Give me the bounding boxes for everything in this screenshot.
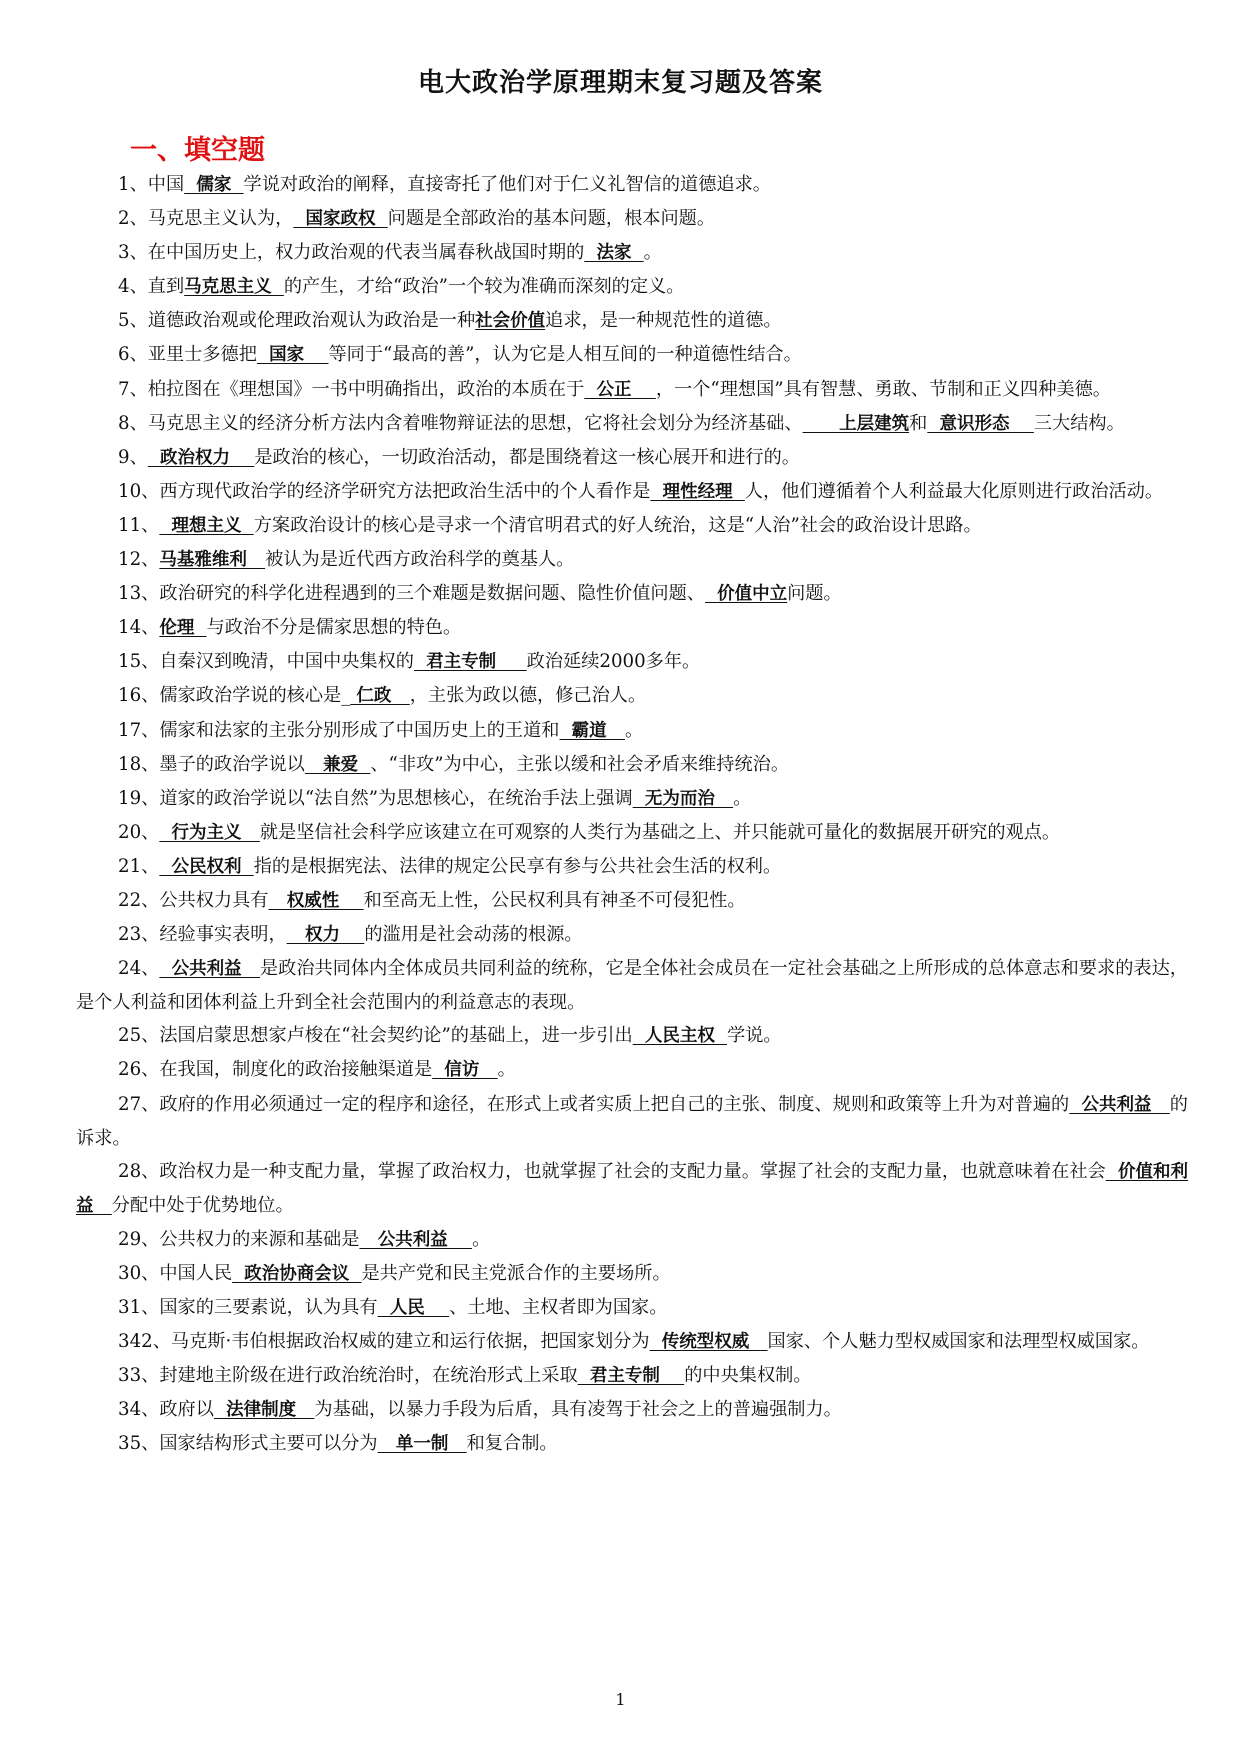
question-text: 国家结构形式主要可以分为 — [159, 1433, 378, 1455]
question-text: 方案政治设计的核心是寻求一个清官明君式的好人统治，这是“人治”社会的政治设计思路。 — [253, 514, 982, 536]
question-item — [76, 1393, 1188, 1427]
question-number: 6、 — [118, 344, 148, 366]
question-text: 马克思主义的经济分析方法内含着唯物辩证法的思想，它将社会划分为经济基础、 — [147, 412, 803, 434]
question-text: 的中央集权制。 — [684, 1365, 812, 1387]
question-item — [76, 918, 1188, 952]
question-number: 2、 — [118, 208, 148, 230]
question-list — [76, 168, 1188, 1462]
question-number: 16、 — [118, 685, 160, 707]
answer-blank: 公正 — [584, 379, 656, 400]
question-number: 15、 — [118, 651, 160, 673]
answer-blank: 上层建筑 — [802, 413, 910, 434]
answer-blank: 仁政 — [350, 686, 410, 707]
question-number: 34、 — [118, 1399, 160, 1421]
question-number: 35、 — [118, 1433, 160, 1455]
question-number: 31、 — [118, 1297, 160, 1319]
question-number: 342、 — [118, 1331, 171, 1353]
question-number: 4、 — [118, 276, 148, 298]
question-item — [76, 1427, 1188, 1461]
question-text: 是共产党和民主党派合作的主要场所。 — [361, 1263, 671, 1284]
question-text: 柏拉图在《理想国》一书中明确指出，政治的本质在于 — [147, 378, 585, 400]
question-text: 马克斯·韦伯根据政治权威的建立和运行依据，把国家划分为 — [170, 1331, 650, 1353]
question-text: 与政治不分是儒家思想的特色。 — [206, 617, 462, 639]
question-text: 和 — [909, 412, 928, 434]
answer-blank: 价值中立 — [704, 584, 788, 605]
question-text: 学说对政治的阐释，直接寄托了他们对于仁义礼智信的道德追求。 — [243, 174, 771, 195]
question-text: 经验事实表明， — [159, 924, 287, 946]
question-text: 。 — [472, 1228, 491, 1250]
question-text: 在中国历史上，权力政治观的代表当属春秋战国时期的 — [147, 242, 585, 264]
question-number: 27、 — [118, 1093, 160, 1115]
question-text: 。 — [643, 242, 662, 264]
question-text: 的产生，才给“政治”一个较为准确而深刻的定义。 — [283, 276, 685, 298]
question-number: 8、 — [118, 412, 148, 434]
question-number: 17、 — [118, 719, 160, 741]
question-text: 。 — [497, 1059, 516, 1081]
question-item — [76, 1019, 1188, 1053]
question-text: 封建地主阶级在进行政治统治时，在统治形式上采取 — [159, 1365, 578, 1387]
question-text: 学说。 — [727, 1025, 782, 1047]
answer-blank: 伦理 — [159, 618, 207, 639]
question-item — [76, 441, 1188, 475]
question-number: 3、 — [118, 242, 148, 264]
question-text: 亚里士多德把 — [147, 344, 257, 366]
answer-blank: 信访 — [432, 1060, 498, 1081]
question-text: ，一个“理想国”具有智慧、勇敢、节制和正义四种美德。 — [655, 378, 1111, 400]
question-text: 中国 — [147, 174, 185, 195]
question-item — [76, 202, 1188, 236]
question-text: 儒家和法家的主张分别形成了中国历史上的王道和 — [159, 719, 560, 741]
answer-blank: 理性经理 — [650, 481, 745, 502]
question-number: 33、 — [118, 1365, 160, 1387]
answer-blank: 传统型权威 — [649, 1332, 768, 1353]
question-item — [76, 1053, 1188, 1087]
question-number: 7、 — [118, 378, 148, 400]
answer-blank: 人民 — [377, 1298, 450, 1319]
question-text: 和复合制。 — [466, 1433, 558, 1455]
question-number: 25、 — [118, 1025, 160, 1047]
question-item — [76, 168, 1188, 202]
question-number: 21、 — [118, 855, 160, 877]
question-text: 在我国，制度化的政治接触渠道是 — [159, 1059, 433, 1081]
question-number: 20、 — [118, 821, 160, 843]
question-number: 19、 — [118, 787, 160, 809]
question-text: 马克思主义认为， — [147, 208, 294, 230]
question-number: 12、 — [118, 549, 160, 571]
question-text: 和至高无上性，公民权利具有神圣不可侵犯性。 — [363, 889, 746, 911]
question-item — [76, 850, 1188, 884]
question-text: 是政治的核心，一切政治活动，都是围绕着这一核心展开和进行的。 — [254, 446, 800, 468]
question-item — [76, 714, 1188, 748]
answer-blank: 霸道 — [559, 720, 625, 741]
question-item — [76, 1155, 1188, 1223]
question-text: 自秦汉到晚清，中国中央集权的 — [159, 651, 414, 673]
answer-blank: 君主专制 — [413, 652, 527, 673]
question-item — [76, 338, 1188, 372]
answer-blank: 权力 — [286, 925, 365, 946]
question-number: 28、 — [118, 1160, 160, 1182]
question-text: 墨子的政治学说以 — [159, 753, 305, 775]
question-text: 政治权力是一种支配力量，掌握了政治权力，也就掌握了社会的支配力量。掌握了社会的支配力量，也就意味着在社会 — [159, 1160, 1106, 1182]
question-item — [76, 748, 1188, 782]
answer-blank: 君主专制 — [577, 1366, 685, 1387]
question-text: 。 — [624, 719, 644, 741]
question-text: 政府的作用必须通过一定的程序和途径，在形式上或者实质上把自己的主张、制度、规则和政策等上升为对普遍的 — [159, 1093, 1070, 1115]
question-item — [76, 407, 1188, 441]
question-item — [76, 782, 1188, 816]
question-text: ，主张为政以德，修己治人。 — [409, 685, 647, 707]
answer-blank: 权威性 — [268, 890, 364, 911]
answer-blank: 公共利益 — [159, 959, 260, 980]
question-item — [76, 1291, 1188, 1325]
answer-blank: 社会价值 — [475, 311, 546, 332]
question-text: 政府以 — [159, 1399, 214, 1421]
question-text: 人，他们遵循着个人利益最大化原则进行政治活动。 — [744, 480, 1164, 502]
question-item — [76, 1325, 1188, 1359]
question-number: 18、 — [118, 753, 160, 775]
question-number: 13、 — [118, 583, 160, 605]
question-item — [76, 1223, 1188, 1257]
question-number: 14、 — [118, 617, 160, 639]
question-text: 法国启蒙思想家卢梭在“社会契约论”的基础上，进一步引出 — [159, 1025, 633, 1047]
question-text: 、“非攻”为中心，主张以缓和社会矛盾来维持统治。 — [370, 753, 790, 775]
question-item — [76, 816, 1188, 850]
question-text: 分配中处于优势地位。 — [111, 1194, 294, 1216]
answer-blank: 国家政权 — [293, 209, 388, 230]
question-text: 问题是全部政治的基本问题，根本问题。 — [387, 208, 716, 230]
question-item — [76, 884, 1188, 918]
answer-blank: 法家 — [584, 243, 644, 264]
question-item — [76, 1257, 1188, 1291]
question-text: 、土地、主权者即为国家。 — [449, 1297, 668, 1319]
question-number: 26、 — [118, 1059, 160, 1081]
question-item — [76, 475, 1188, 509]
question-item — [76, 577, 1188, 611]
question-number: 10、 — [118, 480, 160, 502]
question-number: 23、 — [118, 924, 160, 946]
question-text: 儒家政治学说的核心是_ — [159, 685, 351, 707]
question-text: 就是坚信社会科学应该建立在可观察的人类行为基础之上、并只能就可量化的数据展开研究的观点。 — [259, 821, 1061, 843]
question-number: 22、 — [118, 889, 160, 911]
question-number: 29、 — [118, 1228, 160, 1250]
question-item — [76, 509, 1188, 543]
question-text: 道家的政治学说以“法自然”为思想核心，在统治手法上强调 — [159, 787, 633, 809]
question-text: 。 — [733, 787, 752, 809]
answer-blank: 兼爱 — [304, 754, 371, 775]
question-text: 国家的三要素说，认为具有 — [159, 1297, 378, 1319]
question-item — [76, 1359, 1188, 1393]
answer-blank: 单一制 — [377, 1434, 467, 1455]
question-number: 11、 — [118, 514, 160, 536]
question-text: 的滥用是社会动荡的根源。 — [364, 924, 583, 946]
question-number: 30、 — [118, 1263, 160, 1284]
question-number: 5、 — [118, 310, 148, 332]
question-text: 直到 — [147, 276, 185, 298]
answer-blank: 儒家 — [184, 175, 244, 195]
question-text: 的诉求。 — [76, 1093, 1188, 1149]
question-item — [76, 543, 1188, 577]
answer-blank: 政治协商会议 — [232, 1264, 362, 1284]
question-text: 追求，是一种规范性的道德。 — [545, 310, 782, 332]
answer-blank: 人民主权 — [632, 1026, 728, 1047]
question-text: 中国人民 — [159, 1263, 233, 1284]
question-text: 等同于“最高的善”，认为它是人相互间的一种道德性结合。 — [328, 344, 802, 366]
page-number: 1 — [615, 1690, 626, 1709]
answer-blank: 行为主义 — [159, 822, 260, 843]
answer-blank: 国家 — [256, 345, 329, 366]
answer-blank: 马基雅维利 — [159, 550, 266, 571]
question-text: 是政治共同体内全体成员共同利益的统称，它是全体社会成员在一定社会基础之上所形成的总体意志和要求的表达，是个人利益和团体利益上升到全社会范围内的利益意志的表现。 — [76, 958, 1188, 1014]
question-text: 国家、个人魅力型权威国家和法理型权威国家。 — [767, 1331, 1150, 1353]
question-item — [76, 611, 1188, 645]
question-text: 政治延续2000多年。 — [526, 651, 701, 673]
answer-blank: 意识形态 — [927, 413, 1034, 434]
answer-blank: 理想主义 — [159, 515, 254, 536]
question-number: 1、 — [118, 174, 148, 195]
answer-blank: 价值和利益 — [76, 1161, 1188, 1216]
answer-blank: 法律制度 — [213, 1400, 315, 1421]
question-item — [76, 304, 1188, 338]
question-text: 公共权力的来源和基础是 — [159, 1228, 360, 1250]
question-item — [76, 645, 1188, 679]
question-text: 问题。 — [787, 583, 842, 605]
answer-blank: 无为而治 — [632, 788, 734, 809]
question-number: 24、 — [118, 958, 160, 980]
question-text: 为基础，以暴力手段为后盾，具有凌驾于社会之上的普遍强制力。 — [314, 1399, 842, 1421]
question-item — [76, 1088, 1188, 1155]
question-item — [76, 952, 1188, 1019]
answer-blank: 公共利益 — [1069, 1094, 1170, 1115]
question-text: 被认为是近代西方政治科学的奠基人。 — [265, 549, 575, 571]
question-text: 政治研究的科学化进程遇到的三个难题是数据问题、隐性价值问题、 — [159, 583, 705, 605]
question-item — [76, 679, 1188, 713]
question-text: 指的是根据宪法、法律的规定公民享有参与公共社会生活的权利。 — [253, 855, 782, 877]
answer-blank: 公民权利 — [159, 856, 254, 877]
question-item — [76, 236, 1188, 270]
question-text: 三大结构。 — [1033, 412, 1125, 434]
answer-blank: 公共利益 — [359, 1229, 473, 1250]
question-text: 公共权力具有 — [159, 889, 269, 911]
answer-blank: 马克思主义 — [184, 277, 284, 298]
question-number: 9、 — [118, 446, 148, 468]
section-heading: 一、填空题 — [130, 135, 265, 166]
document-title: 电大政治学原理期末复习题及答案 — [417, 68, 823, 98]
question-text: 西方现代政治学的经济学研究方法把政治生活中的个人看作是 — [159, 480, 651, 502]
answer-blank: 政治权力 — [147, 447, 255, 468]
question-item — [76, 373, 1188, 407]
question-text: 道德政治观或伦理政治观认为政治是一种 — [147, 310, 476, 332]
question-item — [76, 270, 1188, 304]
